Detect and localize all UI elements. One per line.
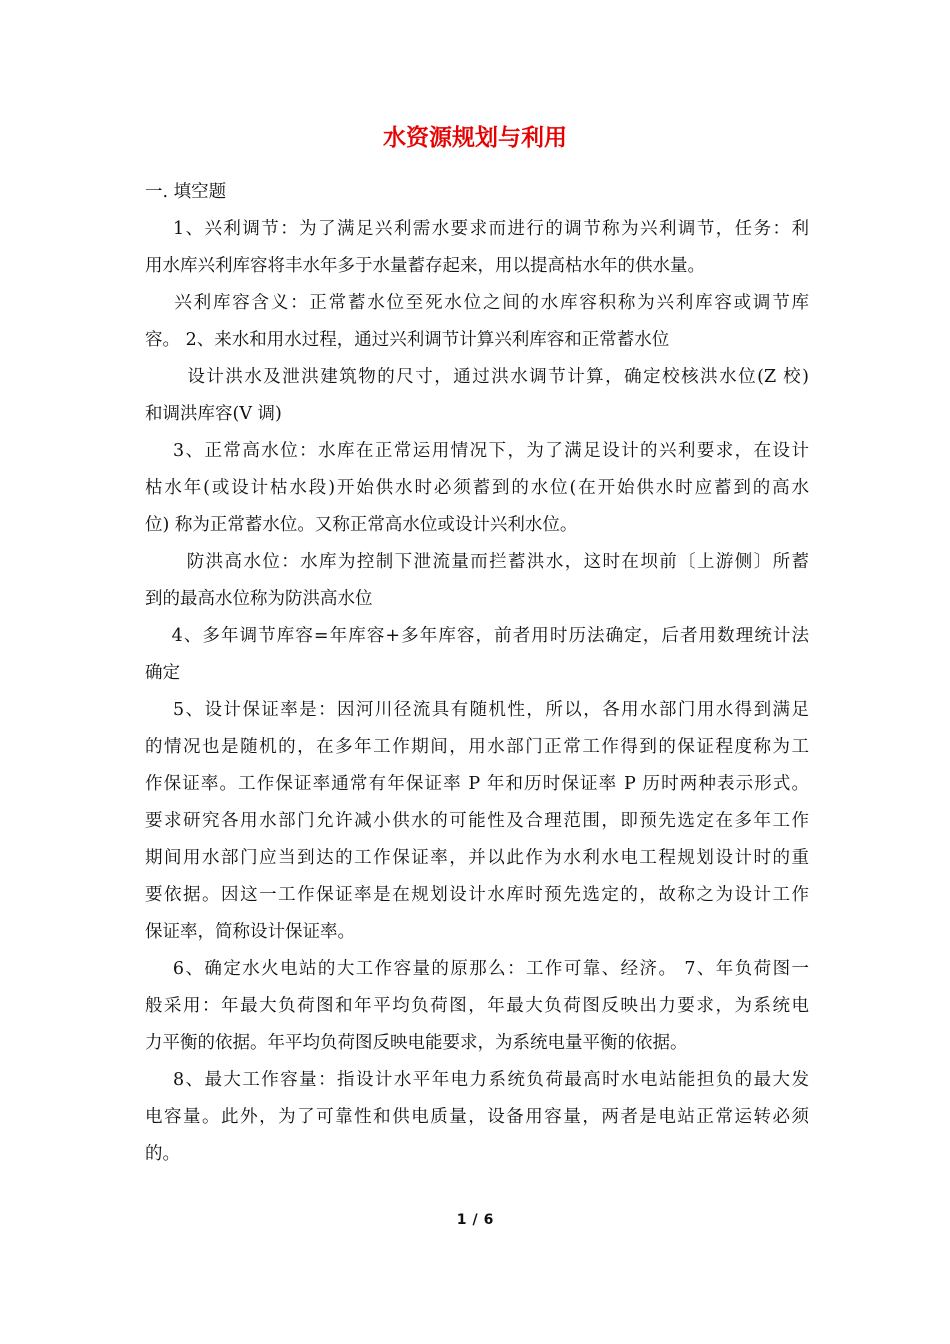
- text-line: 4、多年调节库容=年库容+多年库容，前者用时历法确定，后者用数理统计法: [145, 626, 809, 646]
- text-line: 的情况也是随机的，在多年工作期间，用水部门正常工作得到的保证程度称为工: [145, 737, 809, 757]
- text-line: 防洪高水位：水库为控制下泄流量而拦蓄洪水，这时在坝前〔上游侧〕所蓄: [145, 552, 809, 572]
- text-line: 1、兴利调节：为了满足兴利需水要求而进行的调节称为兴利调节，任务：利: [145, 219, 809, 239]
- text-line: 力平衡的依据。年平均负荷图反映电能要求，为系统电量平衡的依据。: [145, 1033, 688, 1053]
- text-line: 容。 2、来水和用水过程，通过兴利调节计算兴利库容和正常蓄水位: [145, 330, 670, 350]
- text-line: 兴利库容含义：正常蓄水位至死水位之间的水库容积称为兴利库容或调节库: [145, 293, 809, 313]
- text-line: 位) 称为正常蓄水位。又称正常高水位或设计兴利水位。: [145, 515, 578, 535]
- text-line: 和调洪库容(V 调): [145, 404, 282, 424]
- text-line: 期间用水部门应当到达的工作保证率，并以此作为水利水电工程规划设计时的重: [145, 848, 809, 868]
- text-line: 3、正常高水位：水库在正常运用情况下，为了满足设计的兴利要求，在设计: [145, 441, 809, 461]
- text-line: 的。: [145, 1144, 180, 1164]
- text-line: 般采用：年最大负荷图和年平均负荷图，年最大负荷图反映出力要求，为系统电: [145, 996, 809, 1016]
- page-separator: /: [472, 1212, 478, 1228]
- current-page: 1: [456, 1212, 467, 1228]
- text-line: 确定: [145, 663, 180, 683]
- text-line: 保证率，简称设计保证率。: [145, 922, 355, 942]
- document-title: 水资源规划与利用: [383, 125, 567, 151]
- total-pages: 6: [483, 1212, 494, 1228]
- text-line: 设计洪水及泄洪建筑物的尺寸，通过洪水调节计算，确定校核洪水位(Z 校): [145, 367, 809, 387]
- text-line: 用水库兴利库容将丰水年多于水量蓄存起来，用以提高枯水年的供水量。: [145, 256, 705, 276]
- document-body: [145, 174, 809, 1173]
- text-line: 5、设计保证率是：因河川径流具有随机性，所以，各用水部门用水得到满足: [145, 700, 809, 720]
- page-number: [0, 1210, 950, 1230]
- text-line: 6、确定水火电站的大工作容量的原那么：工作可靠、经济。 7、年负荷图一: [145, 959, 809, 979]
- text-line: 8、最大工作容量：指设计水平年电力系统负荷最高时水电站能担负的最大发: [145, 1070, 809, 1090]
- text-line: 枯水年(或设计枯水段)开始供水时必须蓄到的水位(在开始供水时应蓄到的高水: [145, 478, 809, 498]
- text-line: 电容量。此外，为了可靠性和供电质量，设备用容量，两者是电站正常运转必须: [145, 1107, 809, 1127]
- section-heading: 一. 填空题: [145, 182, 227, 202]
- text-line: 要求研究各用水部门允许减小供水的可能性及合理范围，即预先选定在多年工作: [145, 811, 809, 831]
- text-line: 作保证率。工作保证率通常有年保证率 P 年和历时保证率 P 历时两种表示形式。: [145, 774, 809, 794]
- text-line: 要依据。因这一工作保证率是在规划设计水库时预先选定的，故称之为设计工作: [145, 885, 809, 905]
- text-line: 到的最高水位称为防洪高水位: [145, 589, 373, 609]
